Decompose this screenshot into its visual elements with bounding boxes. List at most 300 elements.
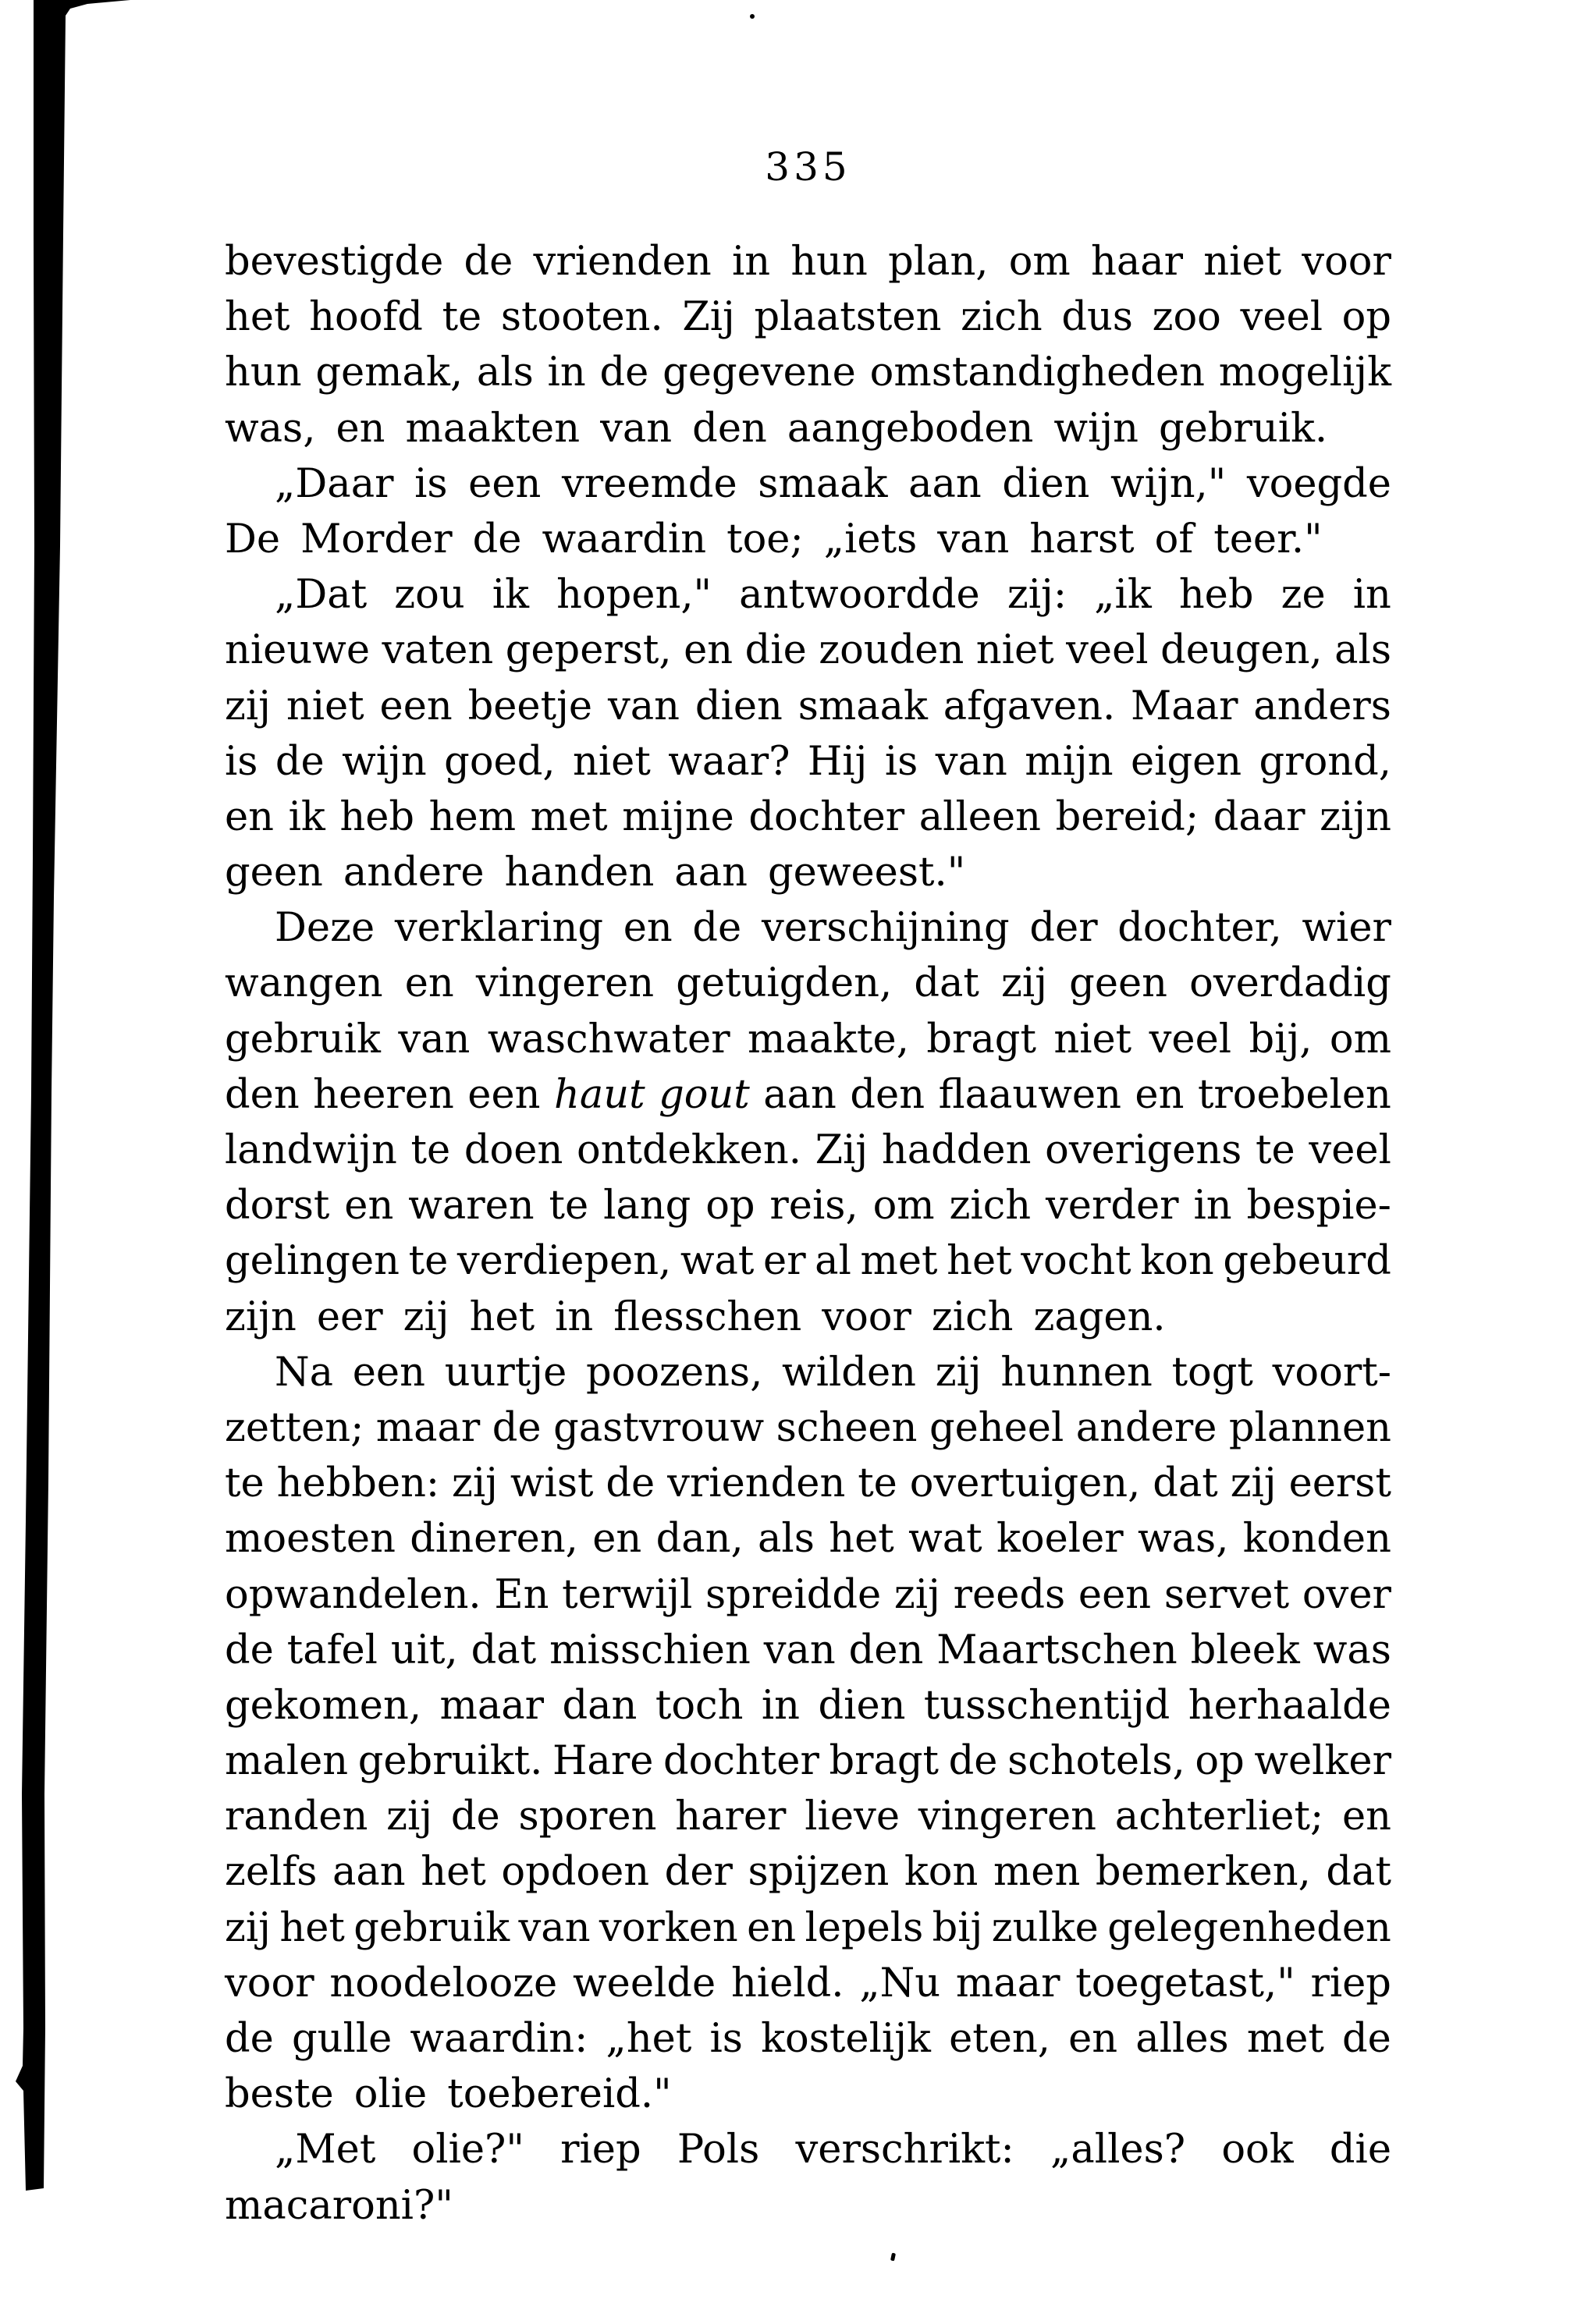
- word: te: [549, 1183, 589, 1229]
- word: in: [761, 1682, 801, 1729]
- text-line: [225, 1345, 1391, 1400]
- word: reis,: [769, 1183, 858, 1229]
- word: togt: [1171, 1349, 1253, 1396]
- text-line: [225, 2122, 1391, 2177]
- word: goed,: [444, 738, 556, 785]
- word: geperst,: [505, 627, 672, 674]
- word: lang: [603, 1183, 691, 1229]
- word: gastvrouw: [553, 1404, 765, 1451]
- word: een: [468, 460, 542, 507]
- word: achterliet;: [1114, 1794, 1324, 1840]
- word: plannen: [1228, 1404, 1391, 1451]
- word: kon: [904, 1849, 979, 1896]
- word: een: [352, 1349, 425, 1396]
- word: toe;: [726, 516, 804, 562]
- word: om: [1329, 1016, 1391, 1063]
- word: tafel: [286, 1627, 378, 1673]
- word: Hij: [807, 738, 868, 785]
- word: zulke: [991, 1904, 1099, 1951]
- word: was: [1313, 1627, 1391, 1673]
- word: aan: [763, 1071, 837, 1118]
- word: wier: [1302, 905, 1391, 952]
- word: een: [379, 683, 453, 729]
- word: zich: [961, 294, 1043, 341]
- word: Pols: [677, 2127, 760, 2173]
- word: niet: [1053, 1016, 1132, 1063]
- word: plaatsten: [754, 294, 942, 341]
- word: En: [494, 1571, 549, 1618]
- word: Hare: [552, 1738, 654, 1785]
- word: wijn: [1053, 405, 1139, 452]
- word: Deze: [275, 905, 375, 952]
- text-line: [225, 1678, 1391, 1733]
- word: vrienden: [667, 1460, 846, 1507]
- word: bij: [932, 1904, 983, 1951]
- word: zouden: [819, 627, 964, 674]
- word: den: [225, 1071, 300, 1118]
- word: toch: [655, 1682, 744, 1729]
- word: riep: [1310, 1960, 1391, 2006]
- word: te: [858, 1460, 897, 1507]
- word: toebereid.": [447, 2071, 672, 2118]
- word: is: [414, 460, 448, 507]
- word: antwoordde: [739, 572, 980, 619]
- word: gulle: [291, 2016, 393, 2062]
- word: op: [1195, 1738, 1245, 1785]
- text-line: [225, 900, 1391, 956]
- word: de: [1342, 2016, 1391, 2062]
- word: konden: [1242, 1516, 1391, 1563]
- word: gebeurd: [1223, 1238, 1391, 1285]
- text-line: [225, 2067, 1391, 2122]
- word: om: [872, 1183, 935, 1229]
- text-line: [225, 1844, 1391, 1900]
- word: mijn: [1025, 738, 1114, 785]
- text-line: [225, 1789, 1391, 1844]
- word: aan: [332, 1849, 406, 1896]
- word: van: [600, 405, 673, 452]
- word: aan: [908, 460, 982, 507]
- word: smaak: [798, 683, 928, 729]
- word: het: [421, 1849, 486, 1896]
- word: kon: [1140, 1238, 1214, 1285]
- word: voor: [225, 1960, 314, 2006]
- word: zich: [931, 1293, 1014, 1340]
- word: vorken: [599, 1904, 738, 1951]
- text-line: [225, 1233, 1391, 1289]
- word: macaroni?": [225, 2182, 453, 2229]
- word: afgaven.: [943, 683, 1116, 729]
- word: ze: [1281, 572, 1326, 619]
- word: wat: [908, 1516, 982, 1563]
- word: aangeboden: [787, 405, 1034, 452]
- word: van: [398, 1016, 471, 1063]
- word: heb: [1178, 572, 1254, 619]
- word: zagen.: [1033, 1293, 1166, 1340]
- word: is: [884, 738, 918, 785]
- word: hun: [225, 349, 302, 396]
- word: met: [860, 1238, 938, 1285]
- word: dochter: [663, 1738, 819, 1785]
- word: te: [410, 1127, 451, 1173]
- word: malen: [225, 1738, 349, 1785]
- word: om: [1008, 239, 1071, 285]
- text-line: [225, 789, 1391, 845]
- word: Na: [275, 1349, 334, 1396]
- word: de: [492, 1404, 542, 1451]
- word: verschrikt:: [795, 2127, 1014, 2173]
- ink-speck: [750, 14, 755, 19]
- word: den: [848, 1627, 924, 1673]
- word: nieuwe: [225, 627, 371, 674]
- word: anders: [1253, 683, 1391, 729]
- word: dien: [1002, 460, 1090, 507]
- word: „Dat: [275, 572, 368, 619]
- word: in: [731, 239, 771, 285]
- word: gebruikt.: [357, 1738, 543, 1785]
- text-line: [225, 512, 1391, 567]
- word: beste: [225, 2071, 334, 2118]
- text-line: [225, 1733, 1391, 1789]
- word: dorst: [225, 1183, 330, 1229]
- word: men: [993, 1849, 1081, 1896]
- word: bevestigde: [225, 239, 444, 285]
- word: mogelijk: [1218, 349, 1391, 396]
- text-line: [225, 1511, 1391, 1566]
- word: heeren: [313, 1071, 454, 1118]
- word: andere: [343, 850, 485, 896]
- word: zij: [1230, 1460, 1277, 1507]
- word: reeds: [953, 1571, 1066, 1618]
- word: doen: [464, 1127, 563, 1173]
- word: weelde: [573, 1960, 716, 2006]
- word: welker: [1254, 1738, 1391, 1785]
- word: eer: [316, 1293, 383, 1340]
- word: het: [829, 1516, 894, 1563]
- word: „Daar: [275, 460, 394, 507]
- word: zetten;: [225, 1404, 364, 1451]
- word: lepels: [805, 1904, 924, 1951]
- word: gemak,: [315, 349, 464, 396]
- word: voor: [1302, 239, 1391, 285]
- word: dan,: [655, 1516, 744, 1563]
- word: verklaring: [394, 905, 603, 952]
- word: hadden: [881, 1127, 1032, 1173]
- word: vingeren: [918, 1794, 1097, 1840]
- word: zij: [225, 683, 271, 729]
- word: overigens: [1045, 1127, 1242, 1173]
- text-line: [225, 1123, 1391, 1178]
- word: hebben:: [276, 1460, 440, 1507]
- word: olie: [353, 2071, 428, 2118]
- word-italic: gout: [659, 1071, 750, 1118]
- word: niet: [975, 627, 1054, 674]
- word: grond,: [1259, 738, 1391, 785]
- word: waardin: [542, 516, 707, 562]
- word: dan: [562, 1682, 638, 1729]
- word: in: [1193, 1183, 1232, 1229]
- word: waar?: [668, 738, 790, 785]
- word: „alles?: [1050, 2127, 1186, 2173]
- word: wilden: [782, 1349, 916, 1396]
- word: plan,: [888, 239, 989, 285]
- word: aan: [674, 850, 748, 896]
- word: getuigden,: [676, 960, 893, 1007]
- text-line: [225, 1900, 1391, 1956]
- word: voegde: [1246, 460, 1391, 507]
- word: veel: [1240, 294, 1323, 341]
- word: als: [1334, 627, 1391, 674]
- word: zij: [1001, 960, 1048, 1007]
- word: en: [336, 405, 385, 452]
- word: spijzen: [748, 1849, 890, 1896]
- word: misschien: [549, 1627, 751, 1673]
- word: opdoen: [501, 1849, 650, 1896]
- text-line: [225, 734, 1391, 789]
- word: of: [1154, 516, 1194, 562]
- word: die: [744, 627, 807, 674]
- word: het: [225, 294, 290, 341]
- word: zijn: [225, 1293, 297, 1340]
- word: voor: [822, 1293, 911, 1340]
- word: een: [1078, 1571, 1152, 1618]
- word: niet: [572, 738, 651, 785]
- word: der: [1029, 905, 1098, 952]
- word: niet: [1203, 239, 1282, 285]
- text-line: [225, 1623, 1391, 1678]
- word: gegevene: [663, 349, 856, 396]
- word: troebelen: [1197, 1071, 1391, 1118]
- word: vaten: [382, 627, 494, 674]
- word: voort-: [1272, 1349, 1391, 1396]
- word: en: [592, 1516, 642, 1563]
- word: Zij: [682, 294, 735, 341]
- word: niet: [286, 683, 364, 729]
- word: en: [344, 1183, 394, 1229]
- word: bespie-: [1246, 1183, 1391, 1229]
- word: harst: [1029, 516, 1135, 562]
- word: is: [225, 738, 258, 785]
- word: zij:: [1007, 572, 1067, 619]
- text-line: [225, 2011, 1391, 2067]
- word: kostelijk: [761, 2016, 931, 2062]
- word: randen: [225, 1794, 368, 1840]
- page-number: 335: [765, 144, 851, 190]
- word: dat: [1326, 1849, 1391, 1896]
- word: zoo: [1152, 294, 1221, 341]
- word: waren: [408, 1183, 535, 1229]
- word: was,: [1138, 1516, 1229, 1563]
- ink-speck: [890, 2253, 896, 2262]
- word: en: [684, 627, 734, 674]
- word: Maar: [1131, 683, 1238, 729]
- word: landwijn: [225, 1127, 397, 1173]
- text-block: [225, 234, 1391, 2234]
- word: maar: [955, 1960, 1060, 2006]
- word: flesschen: [613, 1293, 802, 1340]
- word: te: [1256, 1127, 1295, 1173]
- word: is: [709, 2016, 743, 2062]
- word: hunnen: [1000, 1349, 1153, 1396]
- word: geen: [1069, 960, 1168, 1007]
- word: stooten.: [500, 294, 663, 341]
- word: alleen: [918, 793, 1042, 840]
- word: de: [599, 349, 649, 396]
- word: toegetast,": [1075, 1960, 1295, 2006]
- word: al: [815, 1238, 851, 1285]
- word: sporen: [518, 1794, 657, 1840]
- word: de: [450, 1794, 500, 1840]
- word: de: [948, 1738, 998, 1785]
- word: geweest.": [767, 850, 966, 896]
- word: het: [947, 1238, 1012, 1285]
- text-line: [225, 567, 1391, 623]
- word: en: [404, 960, 454, 1007]
- word: deugen,: [1160, 627, 1323, 674]
- word: wat: [680, 1238, 755, 1285]
- word: zich: [949, 1183, 1032, 1229]
- word: der: [664, 1849, 733, 1896]
- word: dus: [1061, 294, 1133, 341]
- word: de: [464, 239, 513, 285]
- word: veel: [1309, 1127, 1391, 1173]
- word: wijn,": [1110, 460, 1227, 507]
- word: hield.: [730, 1960, 844, 2006]
- word: over: [1302, 1571, 1391, 1618]
- word: van: [607, 683, 680, 729]
- word: wangen: [225, 960, 383, 1007]
- word: handen: [504, 850, 655, 896]
- word: bragt: [829, 1738, 940, 1785]
- word: vreemde: [561, 460, 737, 507]
- word: bragt: [926, 1016, 1036, 1063]
- word: die: [1329, 2127, 1391, 2173]
- word: te: [225, 1460, 265, 1507]
- word: poozens,: [585, 1349, 763, 1396]
- word: hoofd: [309, 294, 423, 341]
- word: flaauwen: [938, 1071, 1121, 1118]
- word: de: [606, 1460, 655, 1507]
- word: en: [1068, 2016, 1118, 2062]
- word: heb: [339, 793, 415, 840]
- word: een: [467, 1071, 541, 1118]
- word: „Met: [275, 2127, 376, 2173]
- word: dat: [471, 1627, 537, 1673]
- word: servet: [1163, 1571, 1290, 1618]
- word: Maartschen: [936, 1627, 1178, 1673]
- word: beetje: [467, 683, 593, 729]
- word: gekomen,: [225, 1682, 422, 1729]
- word: maakte,: [747, 1016, 909, 1063]
- word: op: [705, 1183, 755, 1229]
- word: zij: [893, 1571, 940, 1618]
- word: eten,: [949, 2016, 1050, 2062]
- word: teer.": [1213, 516, 1323, 562]
- word: dineren,: [410, 1516, 578, 1563]
- word: en: [1341, 1794, 1391, 1840]
- text-line: [225, 679, 1391, 734]
- word: uit,: [390, 1627, 458, 1673]
- word: olie?": [411, 2127, 524, 2173]
- text-line: [225, 956, 1391, 1011]
- word: in: [547, 349, 586, 396]
- word: en: [1135, 1071, 1185, 1118]
- word: bij,: [1249, 1016, 1313, 1063]
- text-line: [225, 401, 1391, 456]
- word-italic: haut: [553, 1071, 645, 1118]
- word: als: [758, 1516, 815, 1563]
- word: Zij: [815, 1127, 869, 1173]
- word: wijn: [342, 738, 427, 785]
- word: verder: [1045, 1183, 1179, 1229]
- word: te: [408, 1238, 449, 1285]
- text-line: [225, 345, 1391, 400]
- word: van: [937, 516, 1010, 562]
- word: bemerken,: [1095, 1849, 1311, 1896]
- text-line: [225, 234, 1391, 289]
- word: overdadig: [1189, 960, 1391, 1007]
- word: lieve: [805, 1794, 901, 1840]
- word: schotels,: [1007, 1738, 1185, 1785]
- word: waardin:: [410, 2016, 588, 2062]
- word: zelfs: [225, 1849, 318, 1896]
- text-line: [225, 845, 1391, 900]
- word: andere: [1075, 1404, 1217, 1451]
- word: te: [442, 294, 482, 341]
- word: dat: [914, 960, 979, 1007]
- word: daar: [1213, 793, 1305, 840]
- word: hun: [790, 239, 868, 285]
- word: noodelooze: [329, 1960, 558, 2006]
- text-line: [225, 1400, 1391, 1456]
- word: dochter,: [1117, 905, 1282, 952]
- word: zou: [394, 572, 465, 619]
- word: riep: [560, 2127, 641, 2173]
- word: en: [623, 905, 673, 952]
- word: den: [850, 1071, 925, 1118]
- word: den: [692, 405, 767, 452]
- word: koeler: [996, 1516, 1124, 1563]
- word: Morder: [300, 516, 453, 562]
- word: gelegenheden: [1107, 1904, 1391, 1951]
- word: dochter: [748, 793, 905, 840]
- word: wist: [510, 1460, 594, 1507]
- text-line: [225, 1067, 1391, 1123]
- word: De: [225, 516, 281, 562]
- word: gelingen: [225, 1238, 400, 1285]
- word: het: [279, 1904, 345, 1951]
- word: verschijning: [761, 905, 1010, 952]
- word: spreidde: [705, 1571, 882, 1618]
- word: tusschentijd: [923, 1682, 1170, 1729]
- word: verdiepen,: [456, 1238, 672, 1285]
- word: in: [1352, 572, 1391, 619]
- word: mijne: [622, 793, 734, 840]
- word: ontdekken.: [576, 1127, 801, 1173]
- word: scheen: [776, 1404, 918, 1451]
- word: van: [518, 1904, 591, 1951]
- word: herhaalde: [1188, 1682, 1391, 1729]
- word: terwijl: [562, 1571, 693, 1618]
- word: vrienden: [533, 239, 712, 285]
- word: „ik: [1094, 572, 1152, 619]
- word: zij: [386, 1794, 433, 1840]
- text-line: [225, 1012, 1391, 1067]
- text-line: [225, 1290, 1391, 1345]
- word: maar: [375, 1404, 481, 1451]
- word: bereid;: [1055, 793, 1199, 840]
- word: als: [476, 349, 534, 396]
